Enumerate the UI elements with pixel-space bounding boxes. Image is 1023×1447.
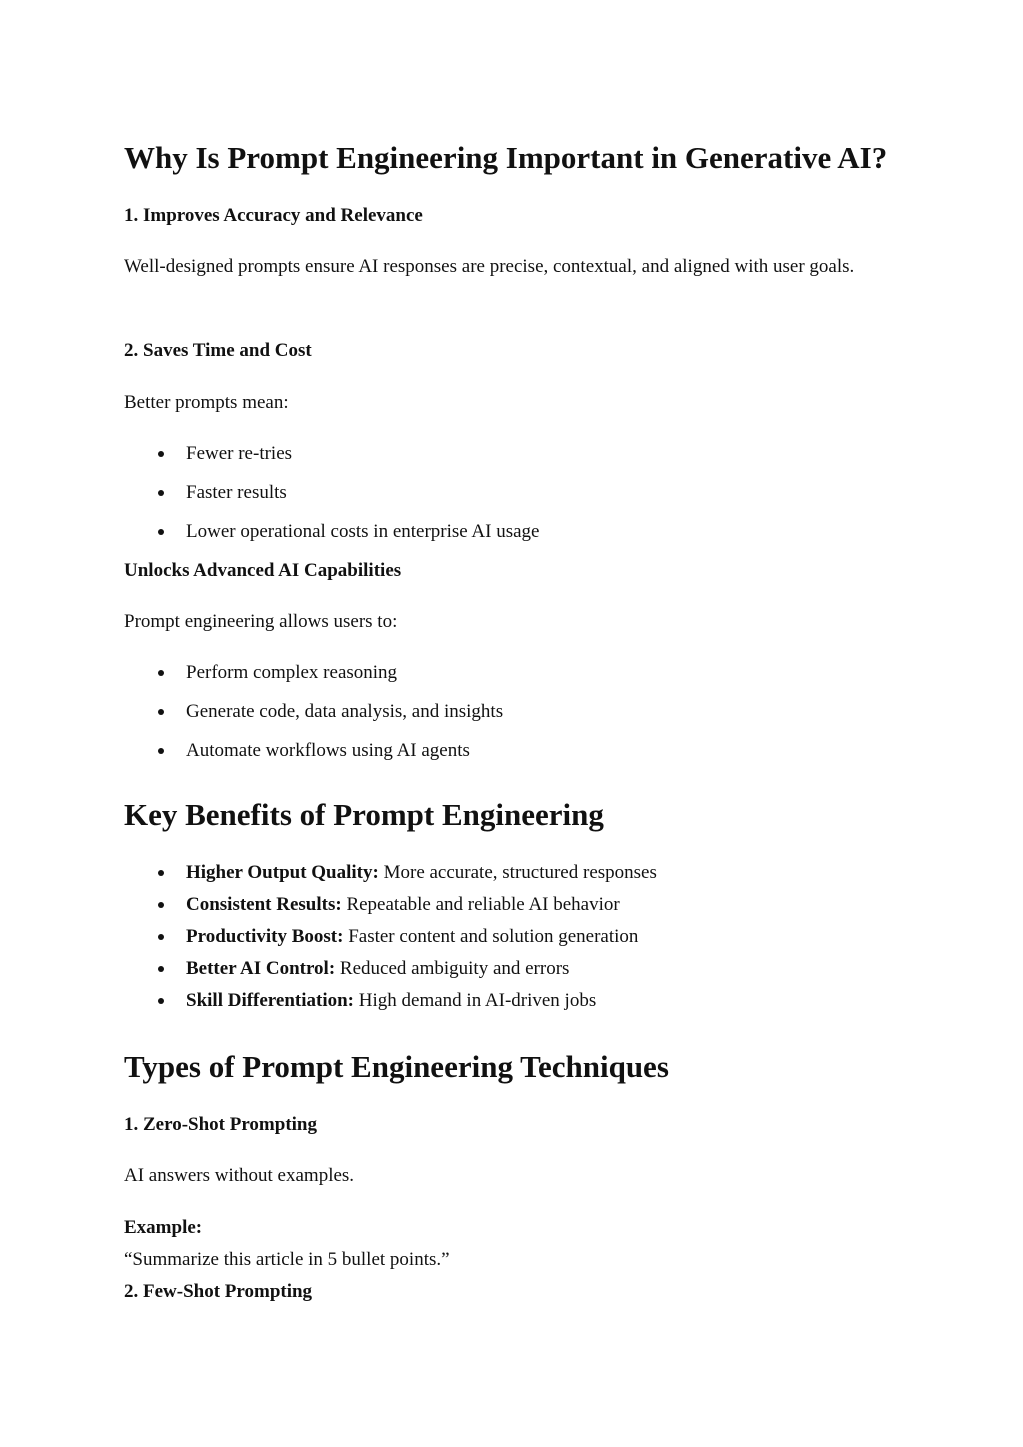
example-label: Example:	[124, 1217, 203, 1238]
bullet-icon	[158, 490, 164, 496]
benefit-text: High demand in AI-driven jobs	[354, 990, 597, 1011]
section-title-importance: Why Is Prompt Engineering Important in Generative AI?	[124, 140, 888, 175]
bullet-icon	[158, 870, 164, 876]
subheading-capabilities: Unlocks Advanced AI Capabilities	[124, 560, 402, 581]
section-title-techniques: Types of Prompt Engineering Techniques	[124, 1049, 669, 1084]
bullet-icon	[158, 709, 164, 715]
bullet-icon	[158, 748, 164, 754]
benefit-label: Higher Output Quality:	[186, 862, 379, 883]
paragraph-accuracy: Well-designed prompts ensure AI responses are precise, contextual, and aligned with user goals.	[124, 256, 855, 277]
bullet-icon	[158, 934, 164, 940]
benefit-label: Better AI Control:	[186, 958, 336, 979]
bullet-icon	[158, 529, 164, 535]
benefit-label: Consistent Results:	[186, 894, 342, 915]
paragraph-allows-users: Prompt engineering allows users to:	[124, 611, 398, 632]
bullet-icon	[158, 451, 164, 457]
example-text: “Summarize this article in 5 bullet points.”	[124, 1249, 450, 1270]
bullet-icon	[158, 966, 164, 972]
paragraph-better-prompts: Better prompts mean:	[124, 392, 289, 413]
subheading-time-cost: 2. Saves Time and Cost	[124, 340, 312, 361]
benefit-label: Productivity Boost:	[186, 926, 344, 947]
bullet-icon	[158, 670, 164, 676]
section-title-benefits: Key Benefits of Prompt Engineering	[124, 797, 604, 832]
benefit-text: Reduced ambiguity and errors	[335, 958, 570, 979]
benefit-text: Repeatable and reliable AI behavior	[341, 894, 620, 915]
bullet-icon	[158, 902, 164, 908]
subheading-accuracy: 1. Improves Accuracy and Relevance	[124, 205, 423, 226]
bullet-icon	[158, 998, 164, 1004]
benefit-text: Faster content and solution generation	[343, 926, 639, 947]
subheading-few-shot: 2. Few-Shot Prompting	[124, 1281, 313, 1302]
subheading-zero-shot: 1. Zero-Shot Prompting	[124, 1114, 317, 1135]
benefit-text: More accurate, structured responses	[378, 862, 657, 883]
benefit-label: Skill Differentiation:	[186, 990, 355, 1011]
paragraph-zero-shot: AI answers without examples.	[124, 1165, 355, 1186]
